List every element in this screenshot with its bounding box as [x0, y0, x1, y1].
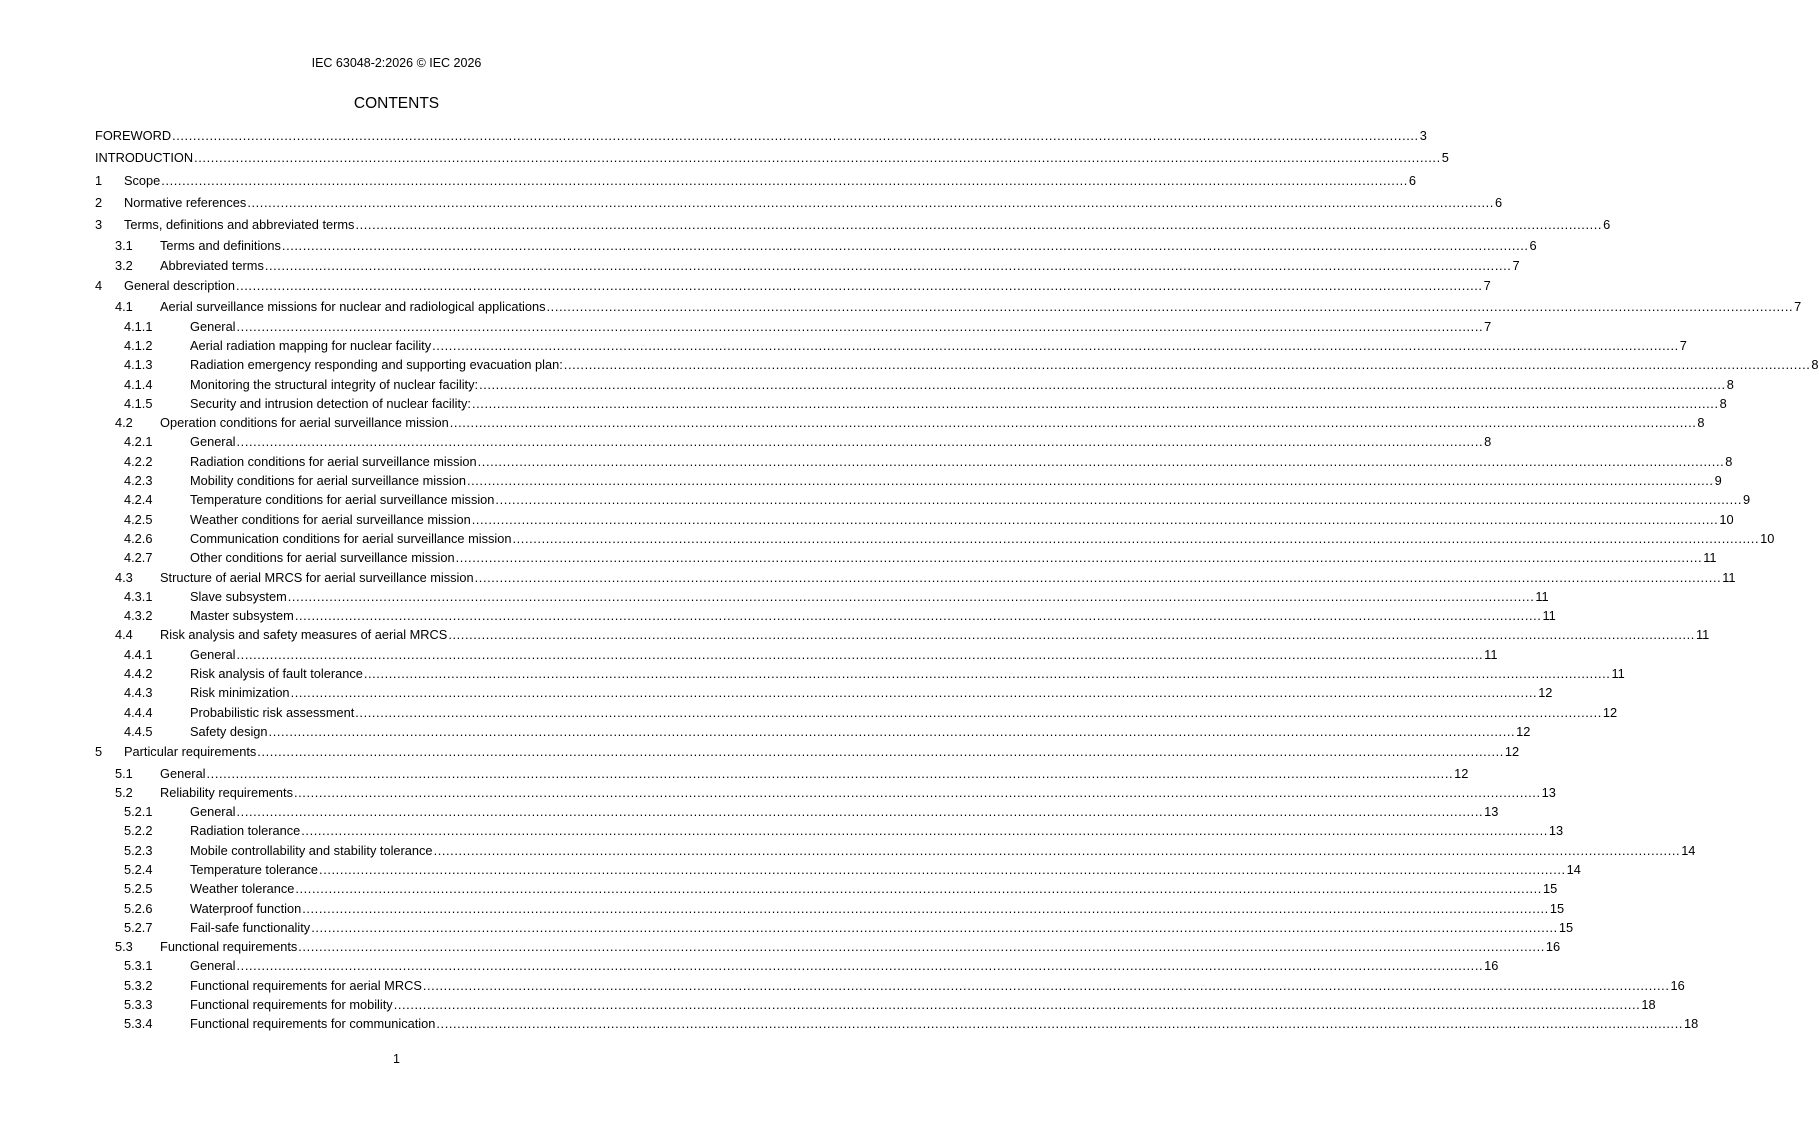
toc-entry-number: 4.1.1	[124, 318, 153, 334]
toc-entry-number: 3.2	[115, 257, 133, 273]
toc-entry[interactable]	[95, 432, 1492, 451]
toc-entry-title: Normative references	[124, 194, 247, 210]
toc-entry-page: 12	[1516, 723, 1531, 739]
toc-entry-page: 10	[1719, 511, 1734, 527]
toc-entry-number: 5.1	[115, 765, 133, 781]
toc-entry[interactable]	[95, 841, 1696, 860]
dot-leader: ............................................................................................................................................................................................................................................................................................................	[290, 685, 1538, 701]
toc-entry-title: Temperature tolerance	[190, 861, 319, 877]
toc-entry-title: Fail-safe functionality	[190, 919, 311, 935]
toc-entry[interactable]	[95, 214, 1611, 236]
toc-entry-page: 18	[1684, 1016, 1699, 1032]
toc-entry-number: 4.1.4	[124, 376, 153, 392]
toc-entry[interactable]	[95, 147, 1449, 169]
toc-entry-title: General description	[124, 278, 235, 294]
toc-entry-number: 3.1	[115, 238, 133, 254]
toc-entry-number: 5.3.3	[124, 997, 153, 1013]
dot-leader: ............................................................................................................................................................................................................................................................................................................	[235, 278, 1483, 294]
toc-entry-title: General	[190, 646, 236, 662]
toc-entry-title: Safety design	[190, 723, 268, 739]
toc-entry[interactable]	[95, 256, 1520, 275]
toc-entry-page: 13	[1541, 784, 1556, 800]
toc-entry[interactable]	[95, 879, 1558, 898]
toc-entry-number: 4.4.5	[124, 723, 153, 739]
toc-entry-number: 4.2.2	[124, 453, 153, 469]
toc-entry[interactable]	[95, 937, 1561, 956]
toc-entry-page: 14	[1566, 861, 1581, 877]
toc-entry-title: INTRODUCTION	[95, 150, 194, 166]
toc-entry-page: 8	[1811, 357, 1819, 373]
dot-leader: ............................................................................................................................................................................................................................................................................................................	[311, 919, 1558, 935]
toc-entry-number: 5.2.6	[124, 900, 153, 916]
dot-leader: ............................................................................................................................................................................................................................................................................................................	[455, 550, 1703, 566]
toc-entry-page: 8	[1719, 395, 1727, 411]
toc-entry-number: 4.3	[115, 569, 133, 585]
dot-leader: ............................................................................................................................................................................................................................................................................................................	[449, 415, 1697, 431]
toc-entry-title: Radiation tolerance	[190, 823, 301, 839]
toc-entry-page: 9	[1714, 473, 1722, 489]
toc-entry[interactable]	[95, 764, 1469, 783]
dot-leader: ............................................................................................................................................................................................................................................................................................................	[295, 881, 1542, 897]
toc-entry[interactable]	[95, 860, 1581, 879]
toc-entry-page: 7	[1679, 337, 1687, 353]
dot-leader: ............................................................................................................................................................................................................................................................................................................	[363, 666, 1611, 682]
toc-entry-number: 4.2.3	[124, 473, 153, 489]
toc-entry-title: Functional requirements	[160, 939, 298, 955]
toc-entry-title: Particular requirements	[124, 744, 257, 760]
dot-leader: ............................................................................................................................................................................................................................................................................................................	[294, 608, 1542, 624]
dot-leader: ............................................................................................................................................................................................................................................................................................................	[563, 357, 1811, 373]
toc-entry[interactable]	[95, 471, 1722, 490]
page-number: 1	[393, 1052, 400, 1066]
toc-entry-page: 6	[1603, 217, 1611, 233]
toc-entry-page: 12	[1538, 685, 1553, 701]
toc-entry[interactable]	[95, 275, 1491, 297]
toc-entry-page: 12	[1504, 744, 1520, 760]
toc-entry-number: 4.4.3	[124, 685, 153, 701]
table-of-contents	[95, 125, 1819, 1034]
toc-entry-page: 7	[1483, 278, 1491, 294]
toc-entry[interactable]	[95, 394, 1727, 413]
toc-entry-number: 1	[95, 172, 103, 188]
toc-entry-number: 5.3.2	[124, 977, 153, 993]
toc-entry-number: 5	[95, 744, 103, 760]
dot-leader: ............................................................................................................................................................................................................................................................................................................	[393, 997, 1641, 1013]
toc-entry-title: Security and intrusion detection of nuclear facility:	[190, 395, 471, 411]
toc-entry-page: 8	[1725, 453, 1733, 469]
toc-entry[interactable]	[95, 587, 1549, 606]
toc-entry-page: 13	[1484, 804, 1499, 820]
toc-entry-title: Master subsystem	[190, 608, 294, 624]
toc-entry-title: Radiation conditions for aerial surveillance mission	[190, 453, 477, 469]
toc-entry[interactable]	[95, 625, 1710, 644]
dot-leader: ............................................................................................................................................................................................................................................................................................................	[495, 492, 1743, 508]
toc-entry-number: 4.1.2	[124, 337, 153, 353]
toc-entry[interactable]	[95, 802, 1499, 821]
toc-entry-page: 11	[1703, 550, 1717, 566]
toc-entry-title: Weather tolerance	[190, 881, 295, 897]
dot-leader: ............................................................................................................................................................................................................................................................................................................	[301, 823, 1548, 839]
dot-leader: ............................................................................................................................................................................................................................................................................................................	[257, 744, 1504, 760]
toc-entry-title: Mobile controllability and stability tolerance	[190, 842, 433, 858]
dot-leader: ............................................................................................................................................................................................................................................................................................................	[433, 842, 1681, 858]
toc-entry-page: 15	[1549, 900, 1565, 916]
toc-entry-page: 3	[1419, 128, 1427, 143]
toc-entry-title: Aerial surveillance missions for nuclear and radiological applications	[160, 299, 546, 315]
toc-entry-title: Risk analysis and safety measures of aerial MRCS	[160, 627, 448, 643]
toc-entry[interactable]	[95, 741, 1520, 763]
toc-entry-page: 15	[1558, 919, 1574, 935]
toc-entry-number: 4.1.5	[124, 395, 153, 411]
toc-entry-number: 4.2.1	[124, 434, 153, 450]
toc-entry[interactable]	[95, 336, 1687, 355]
toc-entry-number: 5.3.1	[124, 958, 153, 974]
toc-entry-number: 4.1	[115, 299, 133, 315]
toc-entry-title: Risk minimization	[190, 685, 290, 701]
dot-leader: ............................................................................................................................................................................................................................................................................................................	[161, 172, 1408, 188]
dot-leader: ............................................................................................................................................................................................................................................................................................................	[236, 804, 1484, 820]
toc-entry[interactable]	[95, 125, 1427, 147]
dot-leader: ............................................................................................................................................................................................................................................................................................................	[172, 128, 1419, 143]
dot-leader: ............................................................................................................................................................................................................................................................................................................	[432, 337, 1679, 353]
toc-entry[interactable]	[95, 529, 1775, 548]
toc-entry-number: 4.2.5	[124, 511, 153, 527]
toc-entry-number: 4.2.7	[124, 550, 153, 566]
dot-leader: ............................................................................................................................................................................................................................................................................................................	[448, 627, 1695, 643]
contents-title: CONTENTS	[353, 95, 440, 112]
toc-entry[interactable]	[95, 375, 1734, 394]
toc-entry[interactable]	[95, 899, 1565, 918]
toc-entry-number: 3	[95, 217, 103, 233]
toc-entry[interactable]	[95, 645, 1498, 664]
toc-entry-page: 11	[1722, 569, 1736, 585]
dot-leader: ............................................................................................................................................................................................................................................................................................................	[287, 588, 1535, 604]
dot-leader: ............................................................................................................................................................................................................................................................................................................	[546, 299, 1794, 315]
toc-entry-number: 4	[95, 278, 103, 294]
toc-entry-title: Slave subsystem	[190, 588, 287, 604]
toc-entry-number: 5.3	[115, 939, 133, 955]
toc-entry-title: Other conditions for aerial surveillance mission	[190, 550, 455, 566]
toc-entry-number: 5.2.2	[124, 823, 153, 839]
toc-entry[interactable]	[95, 664, 1625, 683]
dot-leader: ............................................................................................................................................................................................................................................................................................................	[302, 900, 1549, 916]
toc-entry-page: 8	[1697, 415, 1705, 431]
toc-entry[interactable]	[95, 170, 1417, 192]
dot-leader: ............................................................................................................................................................................................................................................................................................................	[236, 434, 1484, 450]
toc-entry-page: 12	[1454, 765, 1469, 781]
toc-entry-page: 11	[1611, 666, 1625, 682]
dot-leader: ............................................................................................................................................................................................................................................................................................................	[355, 704, 1602, 720]
toc-entry-page: 16	[1545, 939, 1561, 955]
dot-leader: ............................................................................................................................................................................................................................................................................................................	[436, 1016, 1684, 1032]
toc-entry-title: Mobility conditions for aerial surveillance mission	[190, 473, 466, 489]
dot-leader: ............................................................................................................................................................................................................................................................................................................	[294, 784, 1541, 800]
toc-entry-title: Functional requirements for aerial MRCS	[190, 977, 422, 993]
toc-entry[interactable]	[95, 355, 1819, 374]
toc-entry[interactable]	[95, 683, 1553, 702]
dot-leader: ............................................................................................................................................................................................................................................................................................................	[268, 723, 1516, 739]
toc-entry-title: Risk analysis of fault tolerance	[190, 666, 363, 682]
toc-entry[interactable]	[95, 976, 1685, 995]
toc-entry-page: 8	[1484, 434, 1492, 450]
toc-entry-page: 5	[1441, 150, 1449, 166]
toc-entry-title: Aerial radiation mapping for nuclear facility	[190, 337, 432, 353]
toc-entry-page: 7	[1484, 318, 1492, 334]
toc-entry[interactable]	[95, 956, 1499, 975]
toc-entry[interactable]	[95, 703, 1618, 722]
toc-entry-page: 11	[1535, 588, 1549, 604]
toc-entry[interactable]	[95, 995, 1656, 1014]
dot-leader: ............................................................................................................................................................................................................................................................................................................	[471, 395, 1719, 411]
dot-leader: ............................................................................................................................................................................................................................................................................................................	[422, 977, 1670, 993]
toc-entry-number: 4.2	[115, 415, 133, 431]
toc-entry[interactable]	[95, 548, 1717, 567]
toc-entry[interactable]	[95, 490, 1751, 509]
dot-leader: ............................................................................................................................................................................................................................................................................................................	[466, 473, 1714, 489]
dot-leader: ............................................................................................................................................................................................................................................................................................................	[194, 150, 1441, 166]
dot-leader: ............................................................................................................................................................................................................................................................................................................	[471, 511, 1719, 527]
toc-entry-title: Terms and definitions	[160, 238, 281, 254]
toc-entry-number: 4.1.3	[124, 357, 153, 373]
toc-entry-page: 6	[1529, 238, 1537, 254]
toc-entry[interactable]	[95, 1014, 1699, 1033]
toc-entry-page: 11	[1695, 627, 1710, 643]
toc-entry[interactable]	[95, 510, 1734, 529]
toc-entry-title: Monitoring the structural integrity of nuclear facility:	[190, 376, 479, 392]
toc-entry-title: General	[190, 804, 236, 820]
toc-entry-title: Abbreviated terms	[160, 257, 264, 273]
toc-entry[interactable]	[95, 236, 1537, 255]
toc-entry-title: General	[160, 765, 206, 781]
toc-entry-page: 15	[1542, 881, 1558, 897]
toc-entry-title: Communication conditions for aerial surveillance mission	[190, 530, 512, 546]
toc-entry-title: Waterproof function	[190, 900, 302, 916]
toc-entry-title: Reliability requirements	[160, 784, 293, 800]
toc-entry-number: 5.2.7	[124, 919, 153, 935]
toc-entry-page: 7	[1794, 299, 1802, 315]
toc-entry-number: 2	[95, 194, 103, 210]
toc-entry-title: General	[190, 434, 236, 450]
dot-leader: ............................................................................................................................................................................................................................................................................................................	[355, 217, 1603, 233]
dot-leader: ............................................................................................................................................................................................................................................................................................................	[298, 939, 1545, 955]
toc-entry-page: 18	[1641, 997, 1656, 1013]
toc-entry-number: 4.4.1	[124, 646, 153, 662]
toc-entry[interactable]	[95, 918, 1574, 937]
toc-entry-title: Temperature conditions for aerial surveillance mission	[190, 492, 495, 508]
toc-entry[interactable]	[95, 413, 1705, 432]
toc-entry-title: Weather conditions for aerial surveillance mission	[190, 511, 471, 527]
toc-entry[interactable]	[95, 722, 1531, 741]
dot-leader: ............................................................................................................................................................................................................................................................................................................	[236, 646, 1484, 662]
dot-leader: ............................................................................................................................................................................................................................................................................................................	[319, 861, 1566, 877]
toc-entry-number: 4.4	[115, 627, 133, 643]
toc-entry-title: General	[190, 318, 236, 334]
toc-entry-page: 7	[1512, 257, 1520, 273]
toc-entry-number: 4.3.1	[124, 588, 153, 604]
toc-entry-number: 4.2.6	[124, 530, 153, 546]
toc-entry-title: Terms, definitions and abbreviated terms	[124, 217, 355, 233]
toc-entry-number: 4.4.2	[124, 666, 153, 682]
toc-entry-title: Structure of aerial MRCS for aerial surveillance mission	[160, 569, 474, 585]
dot-leader: ............................................................................................................................................................................................................................................................................................................	[512, 530, 1760, 546]
toc-entry-title: Functional requirements for mobility	[190, 997, 393, 1013]
dot-leader: ............................................................................................................................................................................................................................................................................................................	[477, 453, 1725, 469]
toc-entry[interactable]	[95, 606, 1556, 625]
toc-entry-page: 11	[1542, 608, 1556, 624]
toc-entry[interactable]	[95, 783, 1556, 802]
dot-leader: ............................................................................................................................................................................................................................................................................................................	[474, 569, 1722, 585]
toc-entry-title: Operation conditions for aerial surveillance mission	[160, 415, 449, 431]
toc-entry-number: 4.4.4	[124, 704, 153, 720]
toc-entry-title: General	[190, 958, 236, 974]
toc-entry-title: Radiation emergency responding and supporting evacuation plan:	[190, 357, 563, 373]
toc-entry-page: 9	[1743, 492, 1751, 508]
toc-entry-number: 5.2.4	[124, 861, 153, 877]
toc-entry-page: 14	[1681, 842, 1696, 858]
toc-entry[interactable]	[95, 297, 1802, 316]
toc-entry-title: Probabilistic risk assessment	[190, 704, 355, 720]
toc-entry-page: 10	[1760, 530, 1775, 546]
toc-entry[interactable]	[95, 568, 1736, 587]
toc-entry-page: 16	[1484, 958, 1499, 974]
toc-entry-page: 6	[1494, 194, 1503, 210]
dot-leader: ............................................................................................................................................................................................................................................................................................................	[236, 958, 1484, 974]
toc-entry-page: 6	[1408, 172, 1417, 188]
toc-entry-number: 5.2	[115, 784, 133, 800]
toc-entry-number: 5.2.3	[124, 842, 153, 858]
dot-leader: ............................................................................................................................................................................................................................................................................................................	[247, 194, 1494, 210]
toc-entry-page: 11	[1484, 646, 1498, 662]
toc-entry-number: 4.2.4	[124, 492, 153, 508]
toc-entry-page: 8	[1726, 376, 1734, 392]
toc-entry-page: 13	[1548, 823, 1564, 839]
dot-leader: ............................................................................................................................................................................................................................................................................................................	[236, 318, 1484, 334]
toc-entry-title: Scope	[124, 172, 161, 188]
toc-entry-number: 5.3.4	[124, 1016, 153, 1032]
dot-leader: ............................................................................................................................................................................................................................................................................................................	[281, 238, 1529, 254]
toc-entry-number: 5.2.5	[124, 881, 153, 897]
toc-entry-page: 16	[1670, 977, 1685, 993]
toc-entry-page: 12	[1602, 704, 1618, 720]
toc-entry-title: Functional requirements for communication	[190, 1016, 436, 1032]
document-header: IEC 63048-2:2026 © IEC 2026	[311, 56, 482, 70]
toc-entry[interactable]	[95, 317, 1492, 336]
toc-entry-title: FOREWORD	[95, 128, 172, 143]
toc-entry[interactable]	[95, 452, 1733, 471]
toc-entry-number: 5.2.1	[124, 804, 153, 820]
toc-entry[interactable]	[95, 821, 1564, 840]
dot-leader: ............................................................................................................................................................................................................................................................................................................	[479, 376, 1726, 392]
dot-leader: ............................................................................................................................................................................................................................................................................................................	[264, 257, 1512, 273]
toc-entry-number: 4.3.2	[124, 608, 153, 624]
dot-leader: ............................................................................................................................................................................................................................................................................................................	[206, 765, 1454, 781]
toc-entry[interactable]	[95, 192, 1503, 214]
